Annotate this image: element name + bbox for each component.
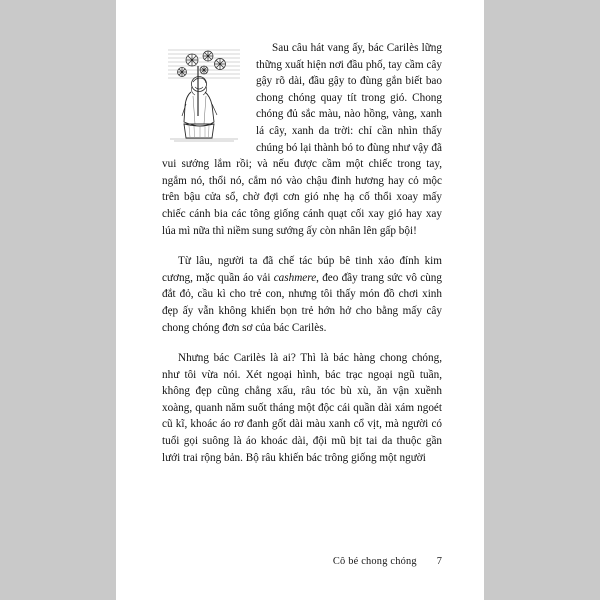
paragraph-2-after: , đeo đầy trang sức vô cùng đắt đỏ, cầu kì cho trẻ con, nhưng tôi thấy món đồ chơi xinh đẹp ấy vẫn không khiến bọn trẻ hớn hở cho bằng mấy cây chong chóng đơn sơ của bác Carilès.	[162, 271, 442, 334]
footer-chapter-title: Cô bé chong chóng	[332, 556, 417, 567]
footer-page-number: 7	[436, 556, 442, 567]
paragraph-3: Nhưng bác Carilès là ai? Thì là bác hàng chong chóng, như tôi vừa nói. Xét ngoại hình, bác trạc ngoại ngũ tuần, không đẹp cũng chẳng xấu, râu tóc bù xù, ăn vận xuềnh xoàng, quanh năm suốt tháng một độc cái quần dài xám ngoét cũ kĩ, khoác áo rơ đanh gốt dài màu xanh cổ vịt, mà người có tuổi gọi suông là áo khoác dài, đội mũ bịt tai da thuộc gần lưới trai rộng bản. Bộ râu khiến bác trông giống một người	[162, 352, 442, 464]
book-page	[116, 0, 484, 600]
page-text-block	[162, 40, 442, 466]
paragraph-2-emphasis: cashmere	[273, 271, 317, 284]
paragraph-1: Sau câu hát vang ấy, bác Carilès lững thững xuất hiện nơi đầu phố, tay cầm cây gậy rõ dài, đầu gậy to đùng gắn biết bao chong chóng quay tít trong gió. Chong chóng đủ sắc màu, nào hồng, vàng, xanh lá cây, xanh da trời: chỉ cần nhìn thấy chúng bó lại thành bó to đùng như vậy đã vui sướng lắm rồi; và nếu được cầm một chiếc trong tay, ngắm nó, thổi nó, cắm nó vào chậu đinh hương hay cỏ mộc trên bậu cửa sổ, chờ đợi cơn gió nhẹ hạ cố thổi xoay mấy chiếc cánh bia các tông giống cánh quạt cối xay gió hay xay lúa mì nữa thì niềm sung sướng ấy còn nhân lên gấp bội!	[162, 42, 442, 237]
paragraph-2	[162, 253, 442, 336]
paragraph-2-before: Từ lâu, người ta đã chế tác búp bê tinh xảo đính kim cương, mặc quần áo vải	[162, 255, 442, 284]
pinwheel-vendor-illustration	[162, 42, 246, 142]
page-footer	[162, 556, 442, 567]
